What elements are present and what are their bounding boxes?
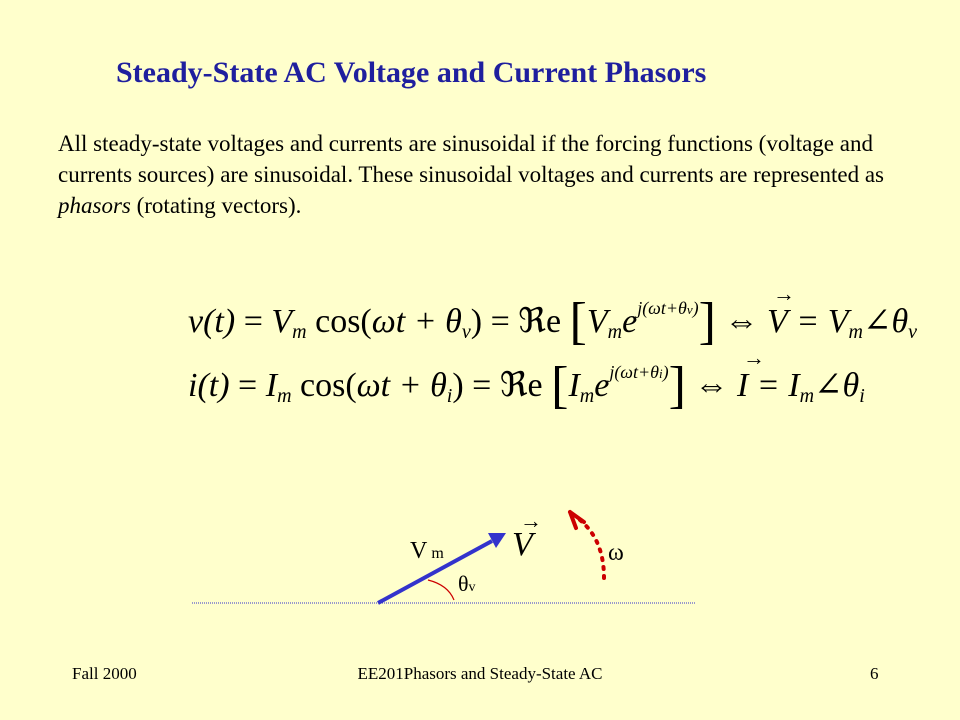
eq-i-plus-theta: + θ [390,367,447,404]
eq-i-re-amp: I [568,367,580,404]
eq-v-amp-sub: m [292,321,307,343]
eq-i-exp-base: e [594,367,610,404]
body-text-part2: (rotating vectors). [130,193,302,218]
rotation-arrowhead-icon [570,512,584,528]
eq-v-exp-sup-close: ) [692,298,699,318]
footer-date: Fall 2000 [72,664,137,683]
eq-i-vector-arrow-icon: → [742,345,765,370]
eq-i-angle-sub: i [859,385,865,407]
eq-v-omega-t: ωt [371,303,406,340]
eq-i-amp-sub: m [277,385,292,407]
vector-arrow-icon: → [520,508,542,533]
eq-i-vector-letter: I [736,367,749,404]
eq-v-plus-theta: + θ [405,303,462,340]
footer-course-title: EE201Phasors and Steady-State AC [357,664,603,683]
theta-sub: v [468,580,476,595]
eq-v-exp-sup-sub: v [686,302,693,317]
eq-i-theta-sub: i [446,385,453,407]
eq-v-theta-sub: v [461,321,471,343]
eq-i-bracket-close: ] [668,357,686,414]
magnitude-sub: m [431,545,444,562]
eq-v-exp-base: e [622,303,638,340]
eq-v-amp: V [271,303,293,340]
eq-v-vector-arrow-icon: → [773,281,795,306]
vector-letter: V [512,526,533,563]
body-text-italic: phasors [58,193,131,218]
eq-v-re-amp-sub: m [607,321,623,343]
magnitude-letter: V [410,538,428,564]
eq-i-vec-eq: = I [748,367,800,404]
eq-v-equiv-arrow: ⇔ [724,303,759,340]
eq-v-angle: ∠θ [862,303,909,340]
eq-v-bracket-open: [ [569,293,587,350]
eq-i-close: ) = ℜe [452,367,543,404]
eq-i-omega-t: ωt [356,367,391,404]
magnitude-label [410,538,444,565]
eq-v-bracket-close: ] [698,293,716,350]
eq-i-cos: cos( [300,367,357,404]
eq-v-exp-sup: j(ωt+θ [637,298,687,318]
current-phasor-equation: $i(t) = I_m$ $\cos(\omega t + \theta_i)$ = ℜe $[I_me^{j(\omega t+\theta i)}]$ ⇔ → $I = I_m\angle\theta_i$ [188,345,865,414]
eq-v-re-amp: V [586,303,608,340]
eq-i-angle: ∠θ [814,367,860,404]
eq-v-vector-letter: V [767,303,788,340]
angle-arc [428,580,454,600]
eq-v-vec-amp-sub: m [848,321,863,343]
eq-v-angle-sub: v [908,321,918,343]
eq-i-re-amp-sub: m [579,385,595,407]
eq-i-bracket-open: [ [551,357,569,414]
theta-symbol: θ [458,571,469,596]
eq-v-cos: cos( [315,303,372,340]
eq-i-exp-sup-close: ) [662,362,669,382]
angle-label [458,571,476,597]
footer-page-number: 6 [870,664,879,683]
voltage-phasor-equation: $v(t) = V_m$ $\cos(\omega t + \theta_v)$ = ℜe $[V_me^{j(\omega t+\theta v)}]$ ⇔ → $V = V_m\angle\theta_v$ [188,281,918,350]
body-text-part1: All steady-state voltages and currents are sinusoidal if the forcing functions (voltage and currents sources) are sinusoidal. These sinusoidal voltages and currents are represented as [58,131,885,187]
eq-i-exp-sup: j(ωt+θ [609,362,660,382]
eq-v-vec-eq: = V [787,303,849,340]
eq-i-amp: I [265,367,278,404]
eq-v-close: ) = ℜe [470,303,562,340]
rotation-arc [580,520,604,578]
eq-i-equiv-arrow: ⇔ [694,367,729,404]
rotation-label: ω [608,540,624,566]
eq-i-exp-sup-sub: i [659,366,663,381]
vector-label [512,508,542,564]
eq-v-lhs: v(t) [188,303,236,340]
eq-i-vec-amp-sub: m [799,385,815,407]
slide-title: Steady-State AC Voltage and Current Phasors [116,56,707,89]
eq-i-lhs: i(t) [188,367,230,404]
